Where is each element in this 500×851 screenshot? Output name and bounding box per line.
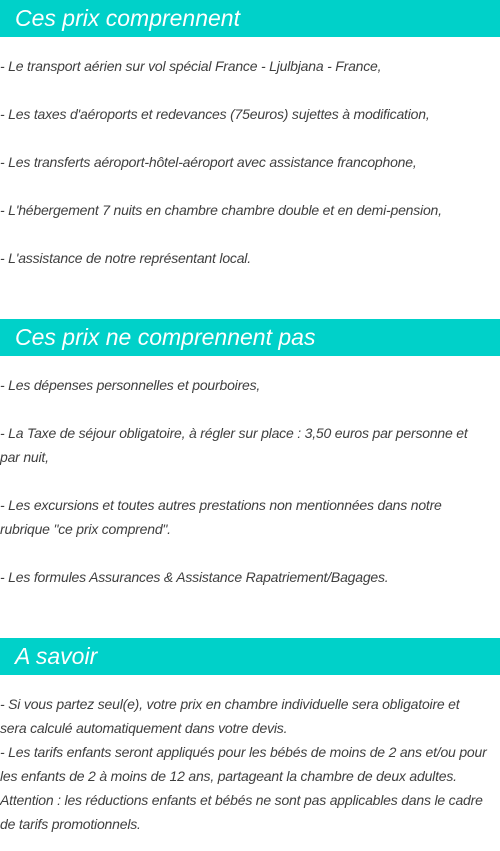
included-item-taxes: - Les taxes d'aéroports et redevances (75euros) sujettes à modification,: [0, 106, 430, 122]
not-included-item-excursions-cont: rubrique "ce prix comprend".: [0, 521, 171, 537]
info-line-single-cont: sera calculé automatiquement dans votre devis.: [0, 720, 288, 736]
section-title-good-to-know: A savoir: [0, 638, 500, 675]
included-item-accommodation: - L'hébergement 7 nuits en chambre chambre double et en demi-pension,: [0, 202, 442, 218]
not-included-item-tourist-tax: - La Taxe de séjour obligatoire, à régler sur place : 3,50 euros par personne et: [0, 425, 468, 441]
section-title-not-included: Ces prix ne comprennent pas: [0, 319, 500, 356]
not-included-item-tourist-tax-cont: par nuit,: [0, 449, 49, 465]
info-line-children-cont: les enfants de 2 à moins de 12 ans, partageant la chambre de deux adultes.: [0, 768, 457, 784]
included-item-transfers: - Les transferts aéroport-hôtel-aéroport avec assistance francophone,: [0, 154, 417, 170]
info-line-single: - Si vous partez seul(e), votre prix en chambre individuelle sera obligatoire et: [0, 696, 460, 712]
info-line-children: - Les tarifs enfants seront appliqués pour les bébés de moins de 2 ans et/ou pour: [0, 744, 487, 760]
included-item-assistance: - L'assistance de notre représentant local.: [0, 250, 251, 266]
not-included-item-expenses: - Les dépenses personnelles et pourboires,: [0, 377, 261, 393]
not-included-item-insurance: - Les formules Assurances & Assistance Rapatriement/Bagages.: [0, 569, 389, 585]
info-line-attention: Attention : les réductions enfants et bébés ne sont pas applicables dans le cadre: [0, 792, 483, 808]
included-item-transport: - Le transport aérien sur vol spécial France - Ljulbjana - France,: [0, 58, 382, 74]
info-line-attention-cont: de tarifs promotionnels.: [0, 816, 141, 832]
not-included-item-excursions: - Les excursions et toutes autres prestations non mentionnées dans notre: [0, 497, 442, 513]
section-title-included: Ces prix comprennent: [0, 0, 500, 37]
